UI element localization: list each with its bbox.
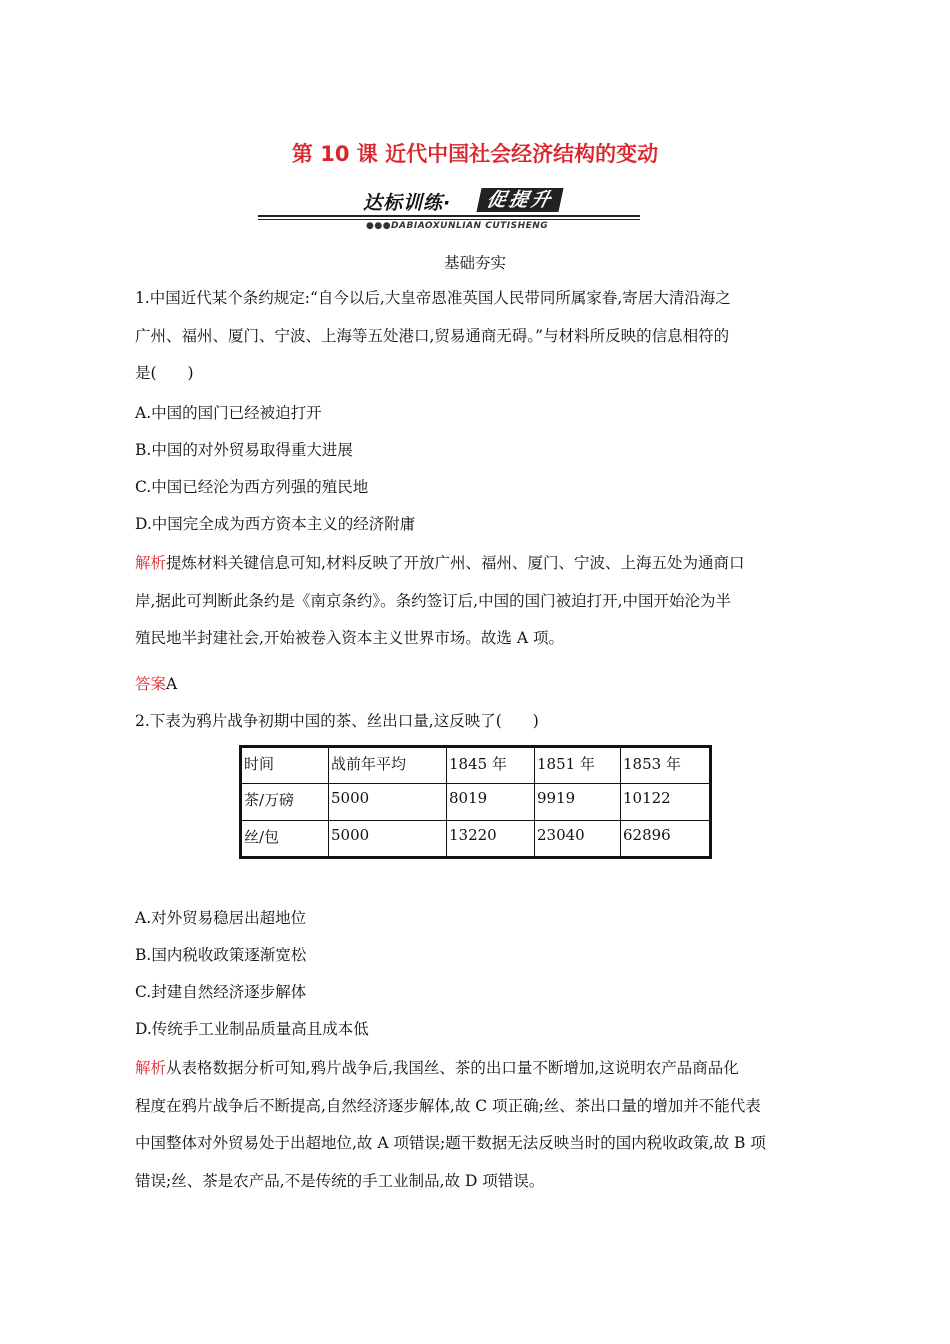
q2-option-d: D.传统手工业制品质量高且成本低 (135, 1020, 369, 1038)
table-cell: 13220 (447, 821, 535, 858)
banner-rule (258, 215, 640, 217)
section-banner (258, 186, 640, 234)
q1-stem-line: 广州、福州、厦门、宁波、上海等五处港口,贸易通商无碍。”与材料所反映的信息相符的 (135, 326, 730, 345)
section-heading: 基础夯实 (443, 254, 506, 272)
q2-analysis-text: 错误;丝、茶是农产品,不是传统的手工业制品,故 D 项错误。 (135, 1171, 545, 1190)
q1-option-c: C.中国已经沦为西方列强的殖民地 (135, 478, 369, 496)
q2-analysis-label: 解析 (135, 1059, 167, 1077)
banner-rule-thin (258, 219, 640, 220)
question-2-stem (135, 703, 815, 740)
table-row (241, 821, 711, 858)
q2-option-b: B.国内税收政策逐渐宽松 (135, 946, 307, 964)
lesson-title: 第 10 课 近代中国社会经济结构的变动 (291, 142, 659, 166)
q1-answer-label: 答案 (135, 675, 167, 693)
table-cell: 9919 (535, 784, 621, 821)
q2-analysis-text: 中国整体对外贸易处于出超地位,故 A 项错误;题干数据无法反映当时的国内税收政策,故 B 项 (135, 1134, 766, 1152)
banner-subtitle: ●●●DABIAOXUNLIAN CUTISHENG (366, 221, 549, 231)
q1-analysis-text: 殖民地半封建社会,开始被卷入资本主义世界市场。故选 A 项。 (135, 629, 564, 647)
table-cell: 8019 (447, 784, 535, 821)
q1-analysis-text: 提炼材料关键信息可知,材料反映了开放广州、福州、厦门、宁波、上海五处为通商口 (166, 554, 745, 572)
banner-main-text: 达标训练· (363, 192, 452, 214)
table-cell: 62896 (621, 821, 711, 858)
table-header-cell: 1845 年 (447, 747, 535, 784)
question-1-options (135, 395, 815, 543)
question-1-stem (135, 280, 815, 393)
q1-analysis-label: 解析 (135, 554, 167, 572)
q1-analysis-text: 岸,据此可判断此条约是《南京条约》。条约签订后,中国的国门被迫打开,中国开始沦为半 (135, 591, 732, 610)
q1-option-a: A.中国的国门已经被迫打开 (135, 404, 322, 422)
q2-option-a: A.对外贸易稳居出超地位 (135, 909, 307, 927)
q1-stem-line: 1.中国近代某个条约规定:“自今以后,大皇帝恩准英国人民带同所属家眷,寄居大清沿海之 (135, 289, 731, 307)
table-header-cell: 时间 (241, 747, 329, 784)
table-cell: 茶/万磅 (241, 784, 329, 821)
export-table (239, 745, 712, 859)
q2-option-c: C.封建自然经济逐步解体 (135, 983, 307, 1001)
table-row (241, 784, 711, 821)
table-header-cell: 1851 年 (535, 747, 621, 784)
table-cell: 23040 (535, 821, 621, 858)
question-1-answer (135, 666, 815, 703)
q1-option-b: B.中国的对外贸易取得重大进展 (135, 441, 353, 459)
question-2-options (135, 900, 815, 1048)
q2-stem-line: 2.下表为鸦片战争初期中国的茶、丝出口量,这反映了( ) (135, 712, 539, 730)
table-cell: 5000 (329, 821, 447, 858)
table-header-cell: 1853 年 (621, 747, 711, 784)
q1-answer-value: A (166, 675, 178, 693)
q1-option-d: D.中国完全成为西方资本主义的经济附庸 (135, 515, 416, 533)
question-1-analysis (135, 545, 815, 658)
table-cell: 5000 (329, 784, 447, 821)
question-2-analysis (135, 1050, 815, 1200)
table-cell: 10122 (621, 784, 711, 821)
q1-stem-line: 是( ) (135, 364, 194, 382)
q2-analysis-text: 程度在鸦片战争后不断提高,自然经济逐步解体,故 C 项正确;丝、茶出口量的增加并不能代表 (135, 1096, 761, 1115)
table-cell: 丝/包 (241, 821, 329, 858)
banner-box-text: 促提升 (476, 188, 563, 212)
table-header-row (241, 747, 711, 784)
table-header-cell: 战前年平均 (329, 747, 447, 784)
q2-analysis-text: 从表格数据分析可知,鸦片战争后,我国丝、茶的出口量不断增加,这说明农产品商品化 (166, 1059, 739, 1077)
